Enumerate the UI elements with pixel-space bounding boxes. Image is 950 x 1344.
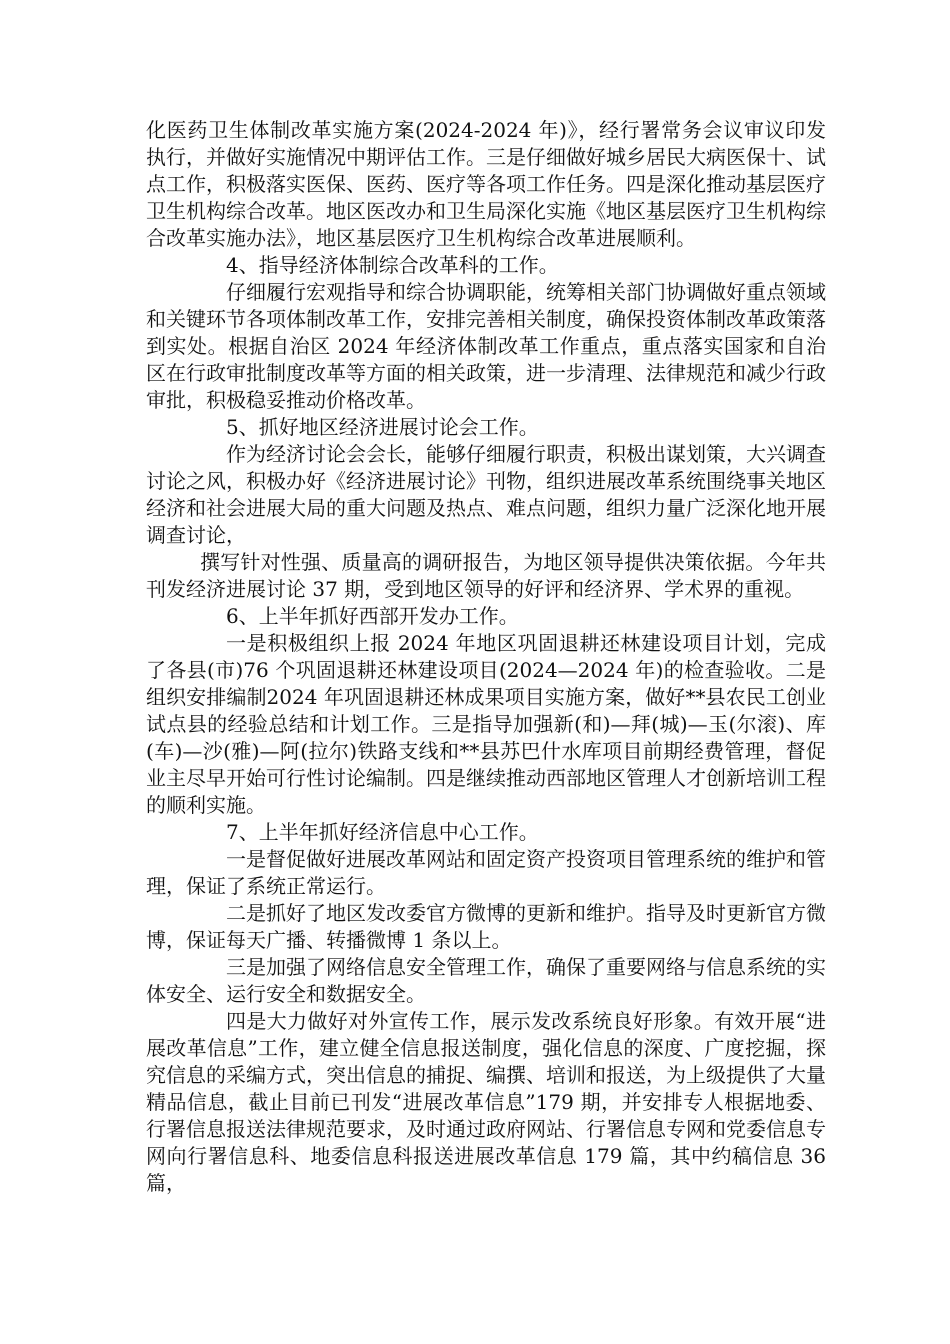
section-heading: 6、上半年抓好西部开发办工作。 <box>226 604 519 628</box>
section-heading: 4、指导经济体制综合改革科的工作。 <box>226 253 559 277</box>
paragraph: 三是加强了网络信息安全管理工作，确保了重要网络与信息系统的实体安全、运行安全和数据安全。 <box>146 955 826 1006</box>
document-body <box>146 117 826 1197</box>
paragraph: 一是督促做好进展改革网站和固定资产投资项目管理系统的维护和管理，保证了系统正常运行。 <box>146 847 826 898</box>
paragraph: 仔细履行宏观指导和综合协调职能，统筹相关部门协调做好重点领域和关键环节各项体制改革工作，安排完善相关制度，确保投资体制改革政策落到实处。根据自治区 2024 年经济体制改革工作重点，重点落实国家和自治区在行政审批制度改革等方面的相关政策，进一步清理、法律规范和减少行政审批，积极稳妥推动价格改革。 <box>146 280 826 412</box>
section-heading: 5、抓好地区经济进展讨论会工作。 <box>226 415 539 439</box>
paragraph: 化医药卫生体制改革实施方案(2024-2024 年)》，经行署常务会议审议印发执行，并做好实施情况中期评估工作。三是仔细做好城乡居民大病医保十、试点工作，积极落实医保、医药、医疗等各项工作任务。四是深化推动基层医疗卫生机构综合改革。地区医改办和卫生局深化实施《地区基层医疗卫生机构综合改革实施办法》，地区基层医疗卫生机构综合改革进展顺利。 <box>146 118 826 250</box>
paragraph: 四是大力做好对外宣传工作，展示发改系统良好形象。有效开展“进展改革信息”工作，建立健全信息报送制度，强化信息的深度、广度挖掘，探究信息的采编方式，突出信息的捕捉、编撰、培训和报送，为上级提供了大量精品信息，截止目前已刊发“进展改革信息”179 期，并安排专人根据地委、行署信息报送法律规范要求，及时通过政府网站、行署信息专网和党委信息专网向行署信息科、地委信息科报送进展改革信息 179 篇，其中约稿信息 36 篇， <box>146 1009 826 1195</box>
paragraph: 撰写针对性强、质量高的调研报告，为地区领导提供决策依据。今年共刊发经济进展讨论 37 期，受到地区领导的好评和经济界、学术界的重视。 <box>146 550 826 601</box>
section-heading: 7、上半年抓好经济信息中心工作。 <box>226 820 539 844</box>
paragraph: 二是抓好了地区发改委官方微博的更新和维护。指导及时更新官方微博，保证每天广播、转播微博 1 条以上。 <box>146 901 826 952</box>
paragraph: 一是积极组织上报 2024 年地区巩固退耕还林建设项目计划，完成了各县(市)76 个巩固退耕还林建设项目(2024—2024 年)的检查验收。二是组织安排编制2024 年巩固退耕还林成果项目实施方案，做好**县农民工创业试点县的经验总结和计划工作。三是指导加强新(和)—拜(城)—玉(尔滚)、库(车)—沙(雅)—阿(拉尔)铁路支线和**县苏巴什水库项目前期经费管理，督促业主尽早开始可行性讨论编制。四是继续推动西部地区管理人才创新培训工程的顺利实施。 <box>146 631 826 817</box>
paragraph: 作为经济讨论会会长，能够仔细履行职责，积极出谋划策，大兴调查讨论之风，积极办好《经济进展讨论》刊物，组织进展改革系统围绕事关地区经济和社会进展大局的重大问题及热点、难点问题，组织力量广泛深化地开展调查讨论， <box>146 442 826 547</box>
